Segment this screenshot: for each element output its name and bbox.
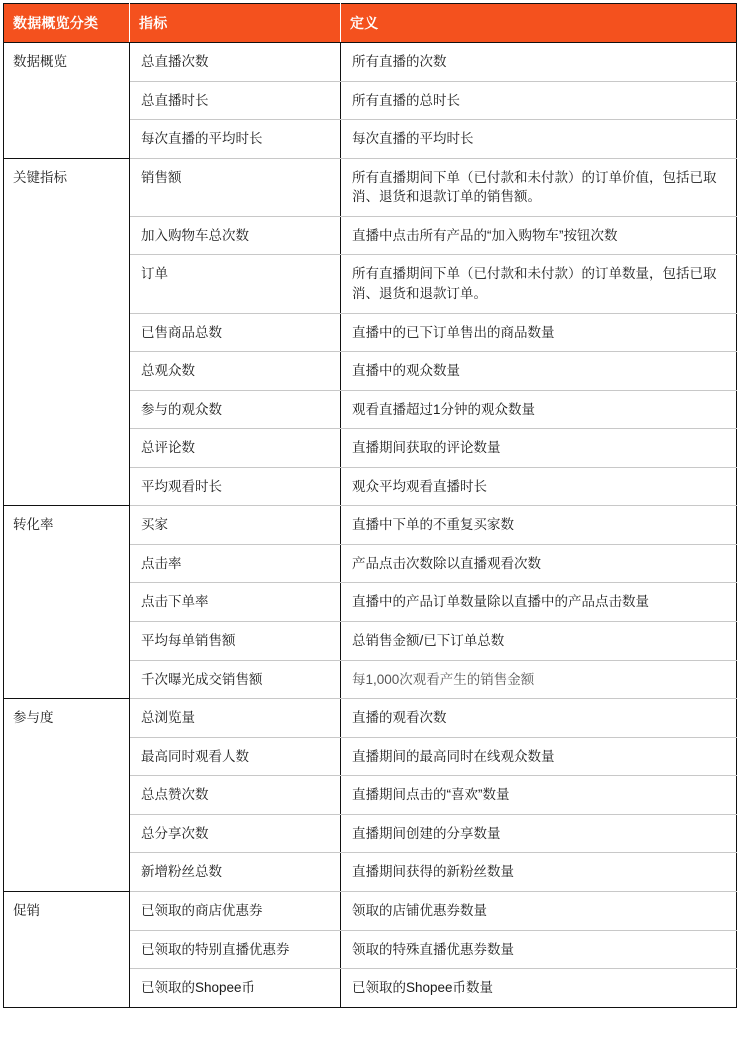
definition-cell: 直播中的产品订单数量除以直播中的产品点击数量 bbox=[341, 583, 737, 622]
definition-cell: 直播的观看次数 bbox=[341, 699, 737, 738]
metric-cell: 已领取的商店优惠券 bbox=[130, 891, 341, 930]
metric-cell: 总观众数 bbox=[130, 352, 341, 391]
definition-cell: 直播期间获取的评论数量 bbox=[341, 429, 737, 468]
definition-cell: 直播期间获得的新粉丝数量 bbox=[341, 853, 737, 892]
definition-cell: 领取的店铺优惠券数量 bbox=[341, 891, 737, 930]
metric-cell: 千次曝光成交销售额 bbox=[130, 660, 341, 699]
definition-cell: 直播期间创建的分享数量 bbox=[341, 814, 737, 853]
definition-cell: 已领取的Shopee币数量 bbox=[341, 969, 737, 1008]
definition-cell: 领取的特殊直播优惠券数量 bbox=[341, 930, 737, 969]
definition-cell: 所有直播的次数 bbox=[341, 43, 737, 82]
definition-cell: 观看直播超过1分钟的观众数量 bbox=[341, 390, 737, 429]
definition-cell: 每次直播的平均时长 bbox=[341, 120, 737, 159]
definition-cell: 直播中的观众数量 bbox=[341, 352, 737, 391]
category-cell: 促销 bbox=[4, 891, 130, 1007]
header-row bbox=[4, 4, 737, 43]
metric-cell: 每次直播的平均时长 bbox=[130, 120, 341, 159]
definition-cell: 所有直播期间下单（已付款和未付款）的订单数量，包括已取消、退货和退款订单。 bbox=[341, 255, 737, 313]
metric-cell: 总评论数 bbox=[130, 429, 341, 468]
table-header bbox=[4, 4, 737, 43]
metric-cell: 新增粉丝总数 bbox=[130, 853, 341, 892]
category-cell: 关键指标 bbox=[4, 158, 130, 506]
metric-cell: 总直播时长 bbox=[130, 81, 341, 120]
table-row bbox=[4, 43, 737, 82]
metric-cell: 已领取的Shopee币 bbox=[130, 969, 341, 1008]
table-row bbox=[4, 699, 737, 738]
metric-cell: 点击下单率 bbox=[130, 583, 341, 622]
definition-cell: 直播中下单的不重复买家数 bbox=[341, 506, 737, 545]
definition-cell: 所有直播期间下单（已付款和未付款）的订单价值，包括已取消、退货和退款订单的销售额。 bbox=[341, 158, 737, 216]
definition-cell: 所有直播的总时长 bbox=[341, 81, 737, 120]
table-row bbox=[4, 506, 737, 545]
metric-cell: 平均每单销售额 bbox=[130, 622, 341, 661]
definition-cell: 观众平均观看直播时长 bbox=[341, 467, 737, 506]
metrics-definition-table bbox=[3, 3, 737, 1008]
metric-cell: 已领取的特别直播优惠券 bbox=[130, 930, 341, 969]
category-cell: 参与度 bbox=[4, 699, 130, 892]
metric-cell: 买家 bbox=[130, 506, 341, 545]
definition-cell: 直播期间点击的“喜欢”数量 bbox=[341, 776, 737, 815]
definition-cell: 总销售金额/已下订单总数 bbox=[341, 622, 737, 661]
definition-cell: 产品点击次数除以直播观看次数 bbox=[341, 544, 737, 583]
definition-cell: 直播中的已下订单售出的商品数量 bbox=[341, 313, 737, 352]
metric-cell: 平均观看时长 bbox=[130, 467, 341, 506]
definition-cell: 直播期间的最高同时在线观众数量 bbox=[341, 737, 737, 776]
category-cell: 数据概览 bbox=[4, 43, 130, 159]
metric-cell: 加入购物车总次数 bbox=[130, 216, 341, 255]
definition-cell: 每1,000次观看产生的销售金额 bbox=[341, 660, 737, 699]
category-cell: 转化率 bbox=[4, 506, 130, 699]
metric-cell: 总直播次数 bbox=[130, 43, 341, 82]
metric-cell: 已售商品总数 bbox=[130, 313, 341, 352]
header-cell-definition: 定义 bbox=[341, 4, 737, 43]
metric-cell: 总分享次数 bbox=[130, 814, 341, 853]
metric-cell: 最高同时观看人数 bbox=[130, 737, 341, 776]
definition-cell: 直播中点击所有产品的“加入购物车”按钮次数 bbox=[341, 216, 737, 255]
header-cell-metric: 指标 bbox=[130, 4, 341, 43]
metric-cell: 总点赞次数 bbox=[130, 776, 341, 815]
metric-cell: 总浏览量 bbox=[130, 699, 341, 738]
table-body bbox=[4, 43, 737, 1008]
header-cell-category: 数据概览分类 bbox=[4, 4, 130, 43]
table-row bbox=[4, 158, 737, 216]
metric-cell: 点击率 bbox=[130, 544, 341, 583]
metric-cell: 订单 bbox=[130, 255, 341, 313]
metric-cell: 参与的观众数 bbox=[130, 390, 341, 429]
metric-cell: 销售额 bbox=[130, 158, 341, 216]
table-row bbox=[4, 891, 737, 930]
